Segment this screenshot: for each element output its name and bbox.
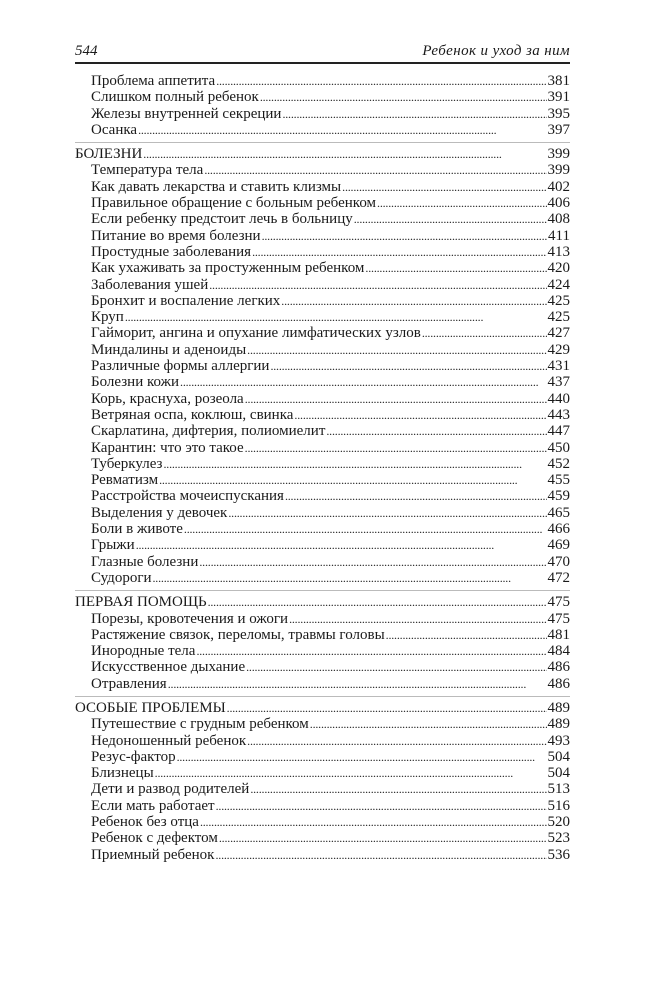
toc-entry [75, 830, 570, 846]
entry-title: Слишком полный ребенок [91, 89, 259, 106]
dot-leader [289, 611, 546, 627]
entry-title: Приемный ребенок [91, 846, 215, 863]
entry-page: 475 [547, 610, 570, 627]
entry-page: 536 [547, 846, 570, 863]
entry-title: ОСОБЫЕ ПРОБЛЕМЫ [75, 699, 226, 716]
toc-entry [75, 228, 570, 244]
entry-title: Различные формы аллергии [91, 358, 270, 375]
toc-entry [75, 627, 570, 643]
dot-leader [245, 391, 547, 407]
dot-leader [326, 423, 546, 439]
entry-title: Глазные болезни [91, 553, 199, 570]
toc-entry [75, 554, 570, 570]
dot-leader [199, 554, 546, 570]
entry-page: 397 [547, 121, 570, 138]
dot-leader [247, 342, 546, 358]
entry-title: Ветряная оспа, коклюш, свинка [91, 406, 294, 423]
toc-entry [75, 521, 570, 537]
dot-leader [281, 293, 546, 309]
entry-title: Осанка [91, 121, 138, 138]
entry-page: 469 [547, 537, 570, 554]
entry-page: 520 [547, 814, 570, 831]
entry-title: Карантин: что это такое [91, 439, 244, 456]
entry-page: 395 [547, 105, 570, 122]
entry-title: Миндалины и аденоиды [91, 341, 247, 358]
dot-leader [200, 814, 547, 830]
entry-title: Искусственное дыхание [91, 659, 246, 676]
dot-leader [246, 659, 546, 675]
toc-entry [75, 73, 570, 89]
toc-entry [75, 716, 570, 732]
entry-title: Простудные заболевания [91, 243, 252, 260]
entry-page: 411 [548, 227, 570, 244]
entry-title: Расстройства мочеиспускания [91, 488, 284, 505]
dot-leader [204, 162, 546, 178]
entry-page: 429 [547, 341, 570, 358]
toc-entry [75, 407, 570, 423]
entry-title: Температура тела [91, 162, 204, 179]
toc-entry [75, 659, 570, 675]
dot-leader [153, 570, 547, 586]
dot-leader [177, 749, 547, 765]
entry-title: Путешествие с грудным ребенком [91, 716, 309, 733]
dot-leader [180, 374, 546, 390]
dot-leader [196, 643, 546, 659]
entry-title: Дети и развод родителей [91, 781, 250, 798]
dot-leader [215, 847, 546, 863]
entry-title: Корь, краснуха, розеола [91, 390, 244, 407]
dot-leader [270, 358, 546, 374]
dot-leader [168, 676, 547, 692]
entry-title: Правильное обращение с больным ребенком [91, 195, 377, 212]
entry-title: Как давать лекарства и ставить клизмы [91, 178, 342, 195]
toc-entry [75, 391, 570, 407]
toc-entry [75, 423, 570, 439]
entry-page: 450 [547, 439, 570, 456]
dot-leader [282, 106, 546, 122]
toc-entry [75, 798, 570, 814]
entry-title: Туберкулез [91, 455, 163, 472]
entry-title: Недоношенный ребенок [91, 732, 247, 749]
entry-title: Инородные тела [91, 643, 196, 660]
dot-leader [163, 456, 546, 472]
entry-title: Порезы, кровотечения и ожоги [91, 610, 289, 627]
dot-leader [209, 277, 546, 293]
entry-page: 452 [547, 455, 570, 472]
entry-page: 486 [547, 675, 570, 692]
dot-leader [219, 830, 547, 846]
entry-title: Круп [91, 309, 124, 326]
toc-entry [75, 505, 570, 521]
section-heading [75, 146, 570, 162]
entry-page: 425 [547, 309, 570, 326]
entry-page: 489 [547, 716, 570, 733]
entry-page: 402 [547, 178, 570, 195]
entry-page: 513 [547, 781, 570, 798]
dot-leader [227, 700, 547, 716]
entry-title: Отравления [91, 675, 167, 692]
dot-leader [208, 594, 547, 610]
dot-leader [342, 179, 546, 195]
toc-entry [75, 488, 570, 504]
entry-title: Заболевания ушей [91, 276, 209, 293]
toc-entry [75, 847, 570, 863]
entry-page: 447 [547, 423, 570, 440]
entry-title: Ревматизм [91, 472, 159, 489]
entry-page: 431 [547, 358, 570, 375]
entry-page: 489 [547, 699, 570, 716]
toc-entry [75, 195, 570, 211]
entry-page: 455 [547, 472, 570, 489]
dot-leader [260, 89, 547, 105]
toc-entry [75, 781, 570, 797]
entry-title: Проблема аппетита [91, 73, 216, 89]
entry-title: ПЕРВАЯ ПОМОЩЬ [75, 594, 207, 611]
toc-entry [75, 440, 570, 456]
entry-page: 424 [547, 276, 570, 293]
toc-entry [75, 749, 570, 765]
entry-title: Гайморит, ангина и опухание лимфатических узлов [91, 325, 421, 342]
entry-page: 440 [547, 390, 570, 407]
entry-page: 466 [547, 521, 570, 538]
entry-page: 399 [547, 146, 570, 163]
entry-title: Ребенок без отца [91, 814, 199, 831]
entry-page: 408 [547, 211, 570, 228]
dot-leader [386, 627, 547, 643]
dot-leader [262, 228, 547, 244]
dot-leader [422, 325, 547, 341]
entry-page: 470 [547, 553, 570, 570]
entry-page: 391 [547, 89, 570, 106]
toc-entry [75, 89, 570, 105]
entry-title: Боли в животе [91, 521, 183, 538]
entry-page: 472 [547, 569, 570, 586]
toc-entry [75, 244, 570, 260]
toc-section [75, 142, 570, 586]
entry-title: Резус-фактор [91, 748, 176, 765]
entry-title: Выделения у девочек [91, 504, 228, 521]
entry-page: 413 [547, 243, 570, 260]
dot-leader [310, 716, 547, 732]
dot-leader [247, 733, 546, 749]
toc-entry [75, 358, 570, 374]
toc-section [75, 73, 570, 138]
entry-page: 399 [547, 162, 570, 179]
dot-leader [143, 146, 546, 162]
dot-leader [228, 505, 546, 521]
dot-leader [252, 244, 546, 260]
entry-title: БОЛЕЗНИ [75, 146, 143, 163]
entry-title: Если мать работает [91, 797, 215, 814]
entry-title: Болезни кожи [91, 374, 180, 391]
entry-page: 425 [547, 292, 570, 309]
toc-entry [75, 611, 570, 627]
dot-leader [216, 798, 547, 814]
toc-entry [75, 325, 570, 341]
dot-leader [136, 537, 547, 553]
toc-entry [75, 570, 570, 586]
entry-title: Железы внутренней секреции [91, 105, 282, 122]
toc-entry [75, 106, 570, 122]
running-title: Ребенок и уход за ним [422, 43, 570, 59]
toc-entry [75, 260, 570, 276]
dot-leader [354, 211, 547, 227]
page-number: 544 [75, 43, 98, 59]
toc-entry [75, 374, 570, 390]
toc-section [75, 590, 570, 692]
dot-leader [250, 781, 546, 797]
entry-page: 486 [547, 659, 570, 676]
toc-entry [75, 814, 570, 830]
entry-page: 484 [547, 643, 570, 660]
dot-leader [365, 260, 546, 276]
entry-page: 381 [547, 73, 570, 89]
toc-entry [75, 277, 570, 293]
entry-page: 516 [547, 797, 570, 814]
entry-page: 437 [547, 374, 570, 391]
table-of-contents [75, 73, 570, 867]
toc-entry [75, 456, 570, 472]
entry-title: Судороги [91, 569, 152, 586]
dot-leader [184, 521, 547, 537]
dot-leader [138, 122, 546, 138]
entry-title: Бронхит и воспаление легких [91, 292, 281, 309]
toc-entry [75, 643, 570, 659]
dot-leader [155, 765, 547, 781]
dot-leader [125, 309, 547, 325]
entry-page: 493 [547, 732, 570, 749]
dot-leader [159, 472, 546, 488]
entry-page: 443 [547, 406, 570, 423]
toc-entry [75, 309, 570, 325]
entry-title: Близнецы [91, 765, 154, 782]
entry-title: Если ребенку предстоит лечь в больницу [91, 211, 353, 228]
entry-page: 427 [547, 325, 570, 342]
toc-entry [75, 472, 570, 488]
entry-page: 504 [547, 765, 570, 782]
dot-leader [294, 407, 546, 423]
entry-page: 504 [547, 748, 570, 765]
toc-section [75, 696, 570, 863]
running-header [75, 42, 570, 64]
toc-entry [75, 342, 570, 358]
toc-entry [75, 211, 570, 227]
section-heading [75, 700, 570, 716]
entry-title: Грыжи [91, 537, 135, 554]
toc-entry [75, 765, 570, 781]
toc-entry [75, 162, 570, 178]
entry-page: 459 [547, 488, 570, 505]
entry-page: 465 [547, 504, 570, 521]
entry-page: 523 [547, 830, 570, 847]
dot-leader [245, 440, 547, 456]
dot-leader [216, 73, 546, 89]
entry-title: Как ухаживать за простуженным ребенком [91, 260, 365, 277]
entry-title: Ребенок с дефектом [91, 830, 218, 847]
entry-page: 481 [547, 626, 570, 643]
dot-leader [285, 488, 547, 504]
toc-entry [75, 122, 570, 138]
section-heading [75, 594, 570, 610]
entry-title: Скарлатина, дифтерия, полиомиелит [91, 423, 326, 440]
entry-page: 406 [547, 195, 570, 212]
toc-entry [75, 537, 570, 553]
dot-leader [377, 195, 546, 211]
toc-entry [75, 733, 570, 749]
entry-title: Питание во время болезни [91, 227, 261, 244]
toc-entry [75, 179, 570, 195]
toc-entry [75, 676, 570, 692]
entry-title: Растяжение связок, переломы, травмы головы [91, 626, 385, 643]
entry-page: 475 [547, 594, 570, 611]
entry-page: 420 [547, 260, 570, 277]
toc-entry [75, 293, 570, 309]
